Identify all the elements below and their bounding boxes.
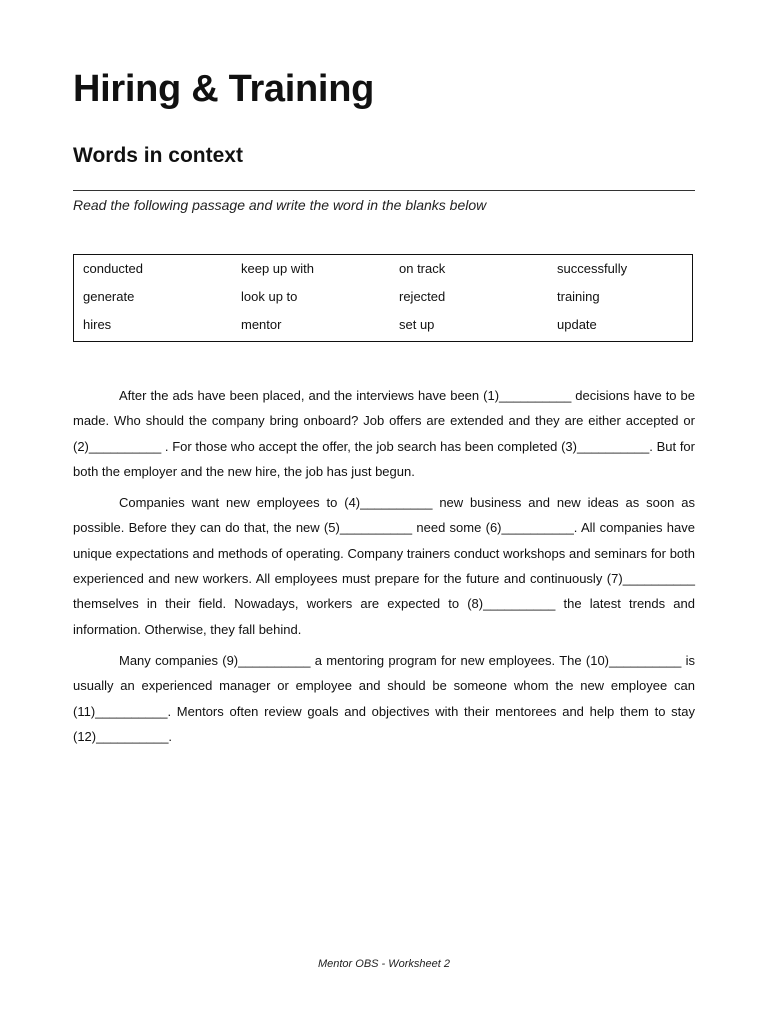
- word-bank-item: mentor: [241, 317, 282, 332]
- section-subtitle: Words in context: [73, 144, 243, 167]
- word-bank-item: update: [557, 317, 597, 332]
- passage-paragraph-1: After the ads have been placed, and the interviews have been (1)__________ decisions have to be made. Who should the company bring onboard? Job offers are extended and they are either accepted or (2)__________ . For those who accept the offer, the job search has been completed (3)__________. But for both the employer and the new hire, the job has just begun.: [73, 388, 695, 479]
- word-bank-item: keep up with: [241, 261, 314, 276]
- word-bank-box: [73, 254, 693, 342]
- passage-text: [73, 383, 695, 755]
- word-bank-item: successfully: [557, 261, 628, 276]
- passage-paragraph-2: Companies want new employees to (4)__________ new business and new ideas as soon as possible. Before they can do that, the new (5)__________ need some (6)__________. All companies have unique expectations and methods of operating. Company trainers conduct workshops and seminars for both experienced and new workers. All employees must prepare for the future and continuously (7)__________ themselves in their field. Nowadays, workers are expected to (8)__________ the latest trends and information. Otherwise, they fall behind.: [73, 495, 695, 637]
- word-bank-item: on track: [399, 261, 446, 276]
- passage-paragraph-3: Many companies (9)__________ a mentoring program for new employees. The (10)__________ is usually an experienced manager or employee and should be someone whom the new employee can (11)__________. Mentors often review goals and objectives with their mentorees and help them to stay (12)__________.: [73, 652, 695, 744]
- page-footer: Mentor OBS - Worksheet 2: [317, 958, 451, 970]
- word-bank-item: set up: [399, 317, 435, 332]
- word-bank-grid: [83, 261, 693, 345]
- instructions-text: Read the following passage and write the word in the blanks below: [73, 197, 487, 213]
- word-bank-item: look up to: [241, 289, 298, 304]
- word-bank-item: hires: [83, 317, 112, 332]
- page-title: Hiring & Training: [73, 68, 375, 110]
- word-bank-item: generate: [83, 289, 135, 304]
- word-bank-item: rejected: [399, 289, 446, 304]
- word-bank-item: training: [557, 289, 600, 304]
- section-divider: [73, 190, 695, 191]
- word-bank-item: conducted: [83, 261, 143, 276]
